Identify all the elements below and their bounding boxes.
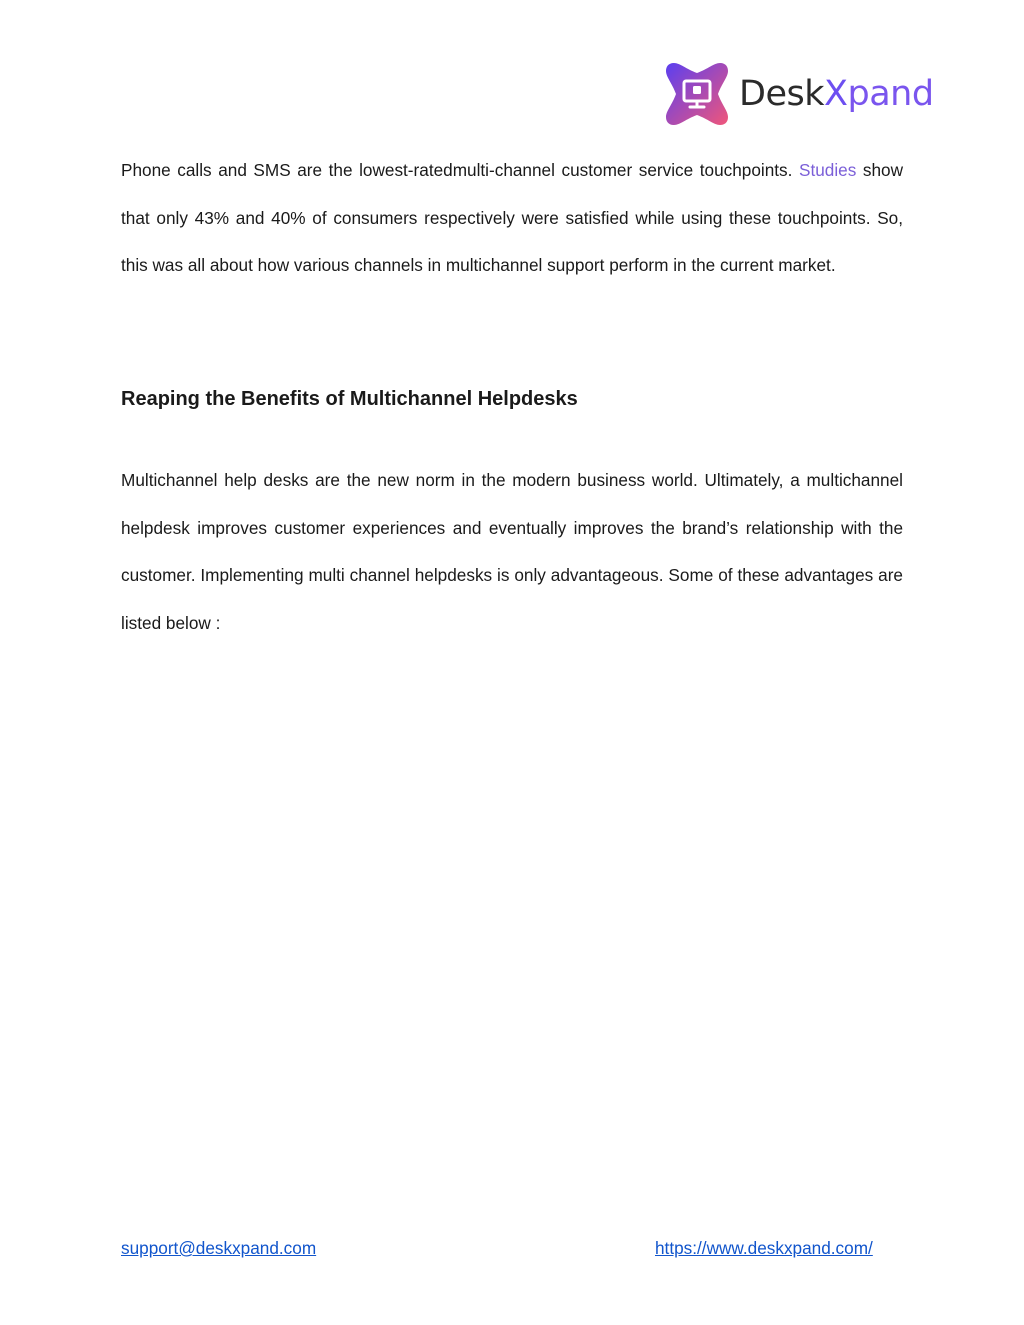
brand-wordmark (739, 73, 934, 114)
brand-name-x: X (824, 73, 848, 114)
monitor-x-icon (664, 61, 730, 127)
intro-text-before-link: Phone calls and SMS are the lowest-ratedmulti-channel customer service touchpoints. (121, 160, 799, 180)
benefits-paragraph: Multichannel help desks are the new norm in the modern business world. Ultimately, a multichannel helpdesk improves customer experiences and eventually improves the brand’s relationship with the customer. Implementing multi channel helpdesks is only advantageous. Some of these advantages are listed below : (121, 470, 903, 634)
brand-name-desk: Desk (739, 73, 824, 114)
brand-logo (664, 60, 934, 128)
footer-website-link[interactable]: https://www.deskxpand.com/ (655, 1238, 873, 1258)
studies-link[interactable]: Studies (798, 160, 857, 180)
footer-email-link[interactable]: support@deskxpand.com (121, 1238, 317, 1258)
intro-text-after-link: show that only 43% and 40% of consumers respectively were satisfied while using these touchpoints. So, this was all about how various channels in multichannel support perform in the current market. (121, 160, 903, 276)
intro-paragraph (121, 147, 903, 290)
brand-name-pand: pand (847, 73, 934, 114)
section-heading: Reaping the Benefits of Multichannel Helpdesks (121, 388, 578, 410)
